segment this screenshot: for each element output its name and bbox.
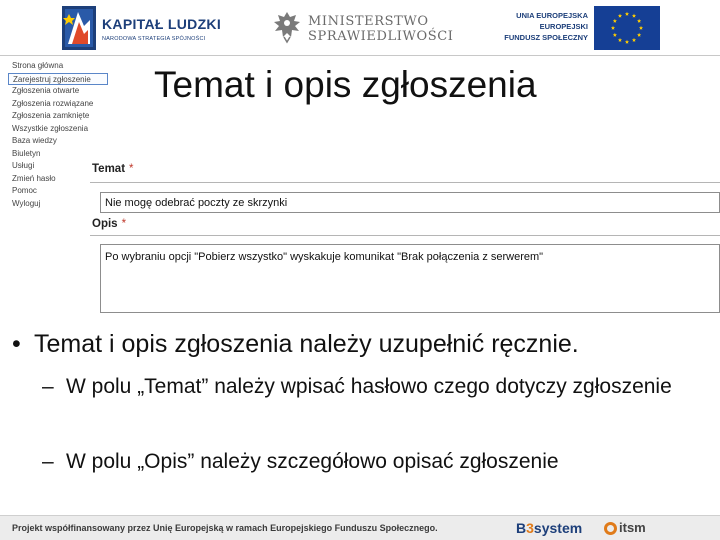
subject-label (92, 163, 134, 175)
eu-line2: EUROPEJSKI (539, 22, 588, 31)
sidebar-item-wyloguj[interactable]: Wyloguj (12, 198, 41, 208)
bullet-sub-text: W polu „Temat” należy wpisać hasłowo czego dotyczy zgłoszenie (66, 375, 672, 398)
eagle-emblem-icon (272, 10, 302, 44)
bullet-dash: – (42, 375, 54, 398)
bullet-dot: • (12, 330, 21, 358)
ministry-name-line2: SPRAWIEDLIWOŚCI (308, 29, 454, 44)
form-divider (90, 182, 720, 183)
bullet-main (12, 330, 579, 359)
eu-flag-icon (594, 6, 660, 50)
description-textarea[interactable] (100, 244, 720, 313)
required-mark: * (121, 218, 127, 230)
kapital-ludzki-title: KAPITAŁ LUDZKI (102, 16, 222, 32)
bullet-sub-item (42, 447, 702, 476)
subject-label-text: Temat (92, 163, 126, 175)
ministry-logo (272, 8, 454, 48)
kapital-ludzki-emblem-icon (62, 6, 96, 50)
sidebar-item-wszystkie-zgloszenia[interactable]: Wszystkie zgłoszenia (12, 123, 89, 133)
kapital-ludzki-logo (62, 6, 227, 50)
subject-input[interactable] (100, 192, 720, 213)
form-divider (90, 235, 720, 236)
footer (0, 515, 720, 540)
slide-title: Temat i opis zgłoszenia (154, 64, 537, 105)
sidebar-item-zgloszenia-zamkniete[interactable]: Zgłoszenia zamknięte (12, 111, 90, 120)
footer-text: Projekt współfinansowany przez Unię Europejską w ramach Europejskiego Funduszu Społecznego. (12, 523, 438, 533)
sidebar-item-zgloszenia-otwarte[interactable]: Zgłoszenia otwarte (12, 86, 80, 95)
eu-line1: UNIA EUROPEJSKA (516, 11, 588, 20)
sidebar-item-zgloszenia-rozwiazane[interactable]: Zgłoszenia rozwiązane (12, 98, 94, 108)
ministry-name-line1: MINISTERSTWO (308, 14, 429, 29)
bullet-dash: – (42, 450, 54, 473)
sidebar-item-baza-wiedzy[interactable]: Baza wiedzy (12, 136, 57, 145)
banner-divider (0, 55, 720, 56)
bullet-sub-text: W polu „Opis” należy szczegółowo opisać zgłoszenie (66, 450, 559, 473)
sidebar-item-uslugi[interactable]: Usługi (12, 161, 35, 170)
sidebar-item-biuletyn[interactable]: Biuletyn (12, 148, 41, 158)
bullet-sub-item (42, 372, 702, 401)
itsm-ring-icon (604, 522, 617, 535)
eu-line3: FUNDUSZ SPOŁECZNY (504, 33, 588, 42)
sidebar-menu (8, 60, 108, 210)
b3system-logo (516, 520, 582, 536)
required-mark: * (129, 163, 134, 175)
sidebar-item-zarejestruj-zgloszenie[interactable]: Zarejestruj zgłoszenie (8, 73, 108, 86)
b3-prefix: B (516, 520, 527, 536)
eu-logo-text (504, 10, 588, 43)
itsm-text: itsm (619, 520, 646, 535)
sidebar-item-pomoc[interactable]: Pomoc (12, 186, 37, 195)
logo-banner (0, 0, 720, 58)
itsm-logo (604, 520, 644, 538)
b3-suffix: system (533, 520, 583, 536)
eu-logo (488, 4, 660, 52)
b3-number: 3 (526, 520, 534, 536)
sidebar-item-strona-glowna[interactable]: Strona główna (12, 61, 64, 70)
sidebar-item-zmien-haslo[interactable]: Zmień hasło (12, 173, 56, 183)
description-label-text: Opis (92, 218, 118, 230)
bullet-main-text: Temat i opis zgłoszenia należy uzupełnić ręcznie. (34, 330, 579, 358)
kapital-ludzki-subtitle: NARODOWA STRATEGIA SPÓJNOŚCI (102, 36, 206, 42)
description-label (92, 218, 126, 230)
